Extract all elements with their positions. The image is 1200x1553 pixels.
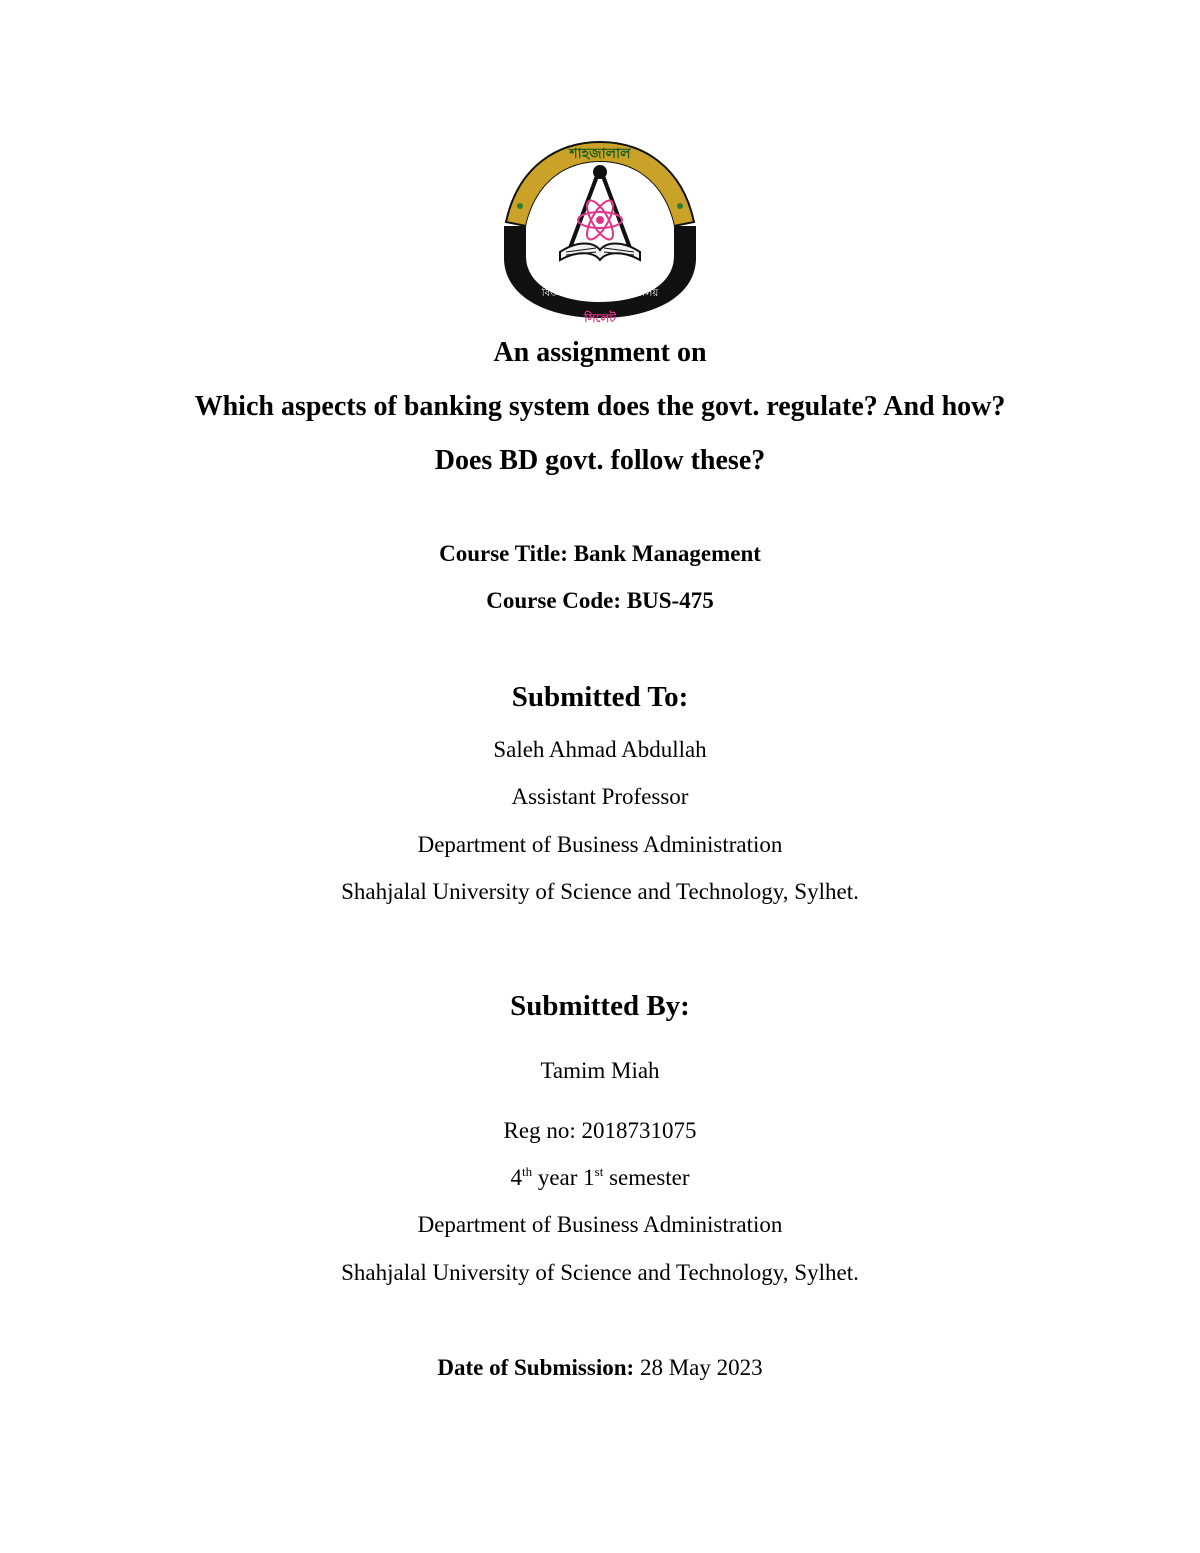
student-name: Tamim Miah — [540, 1058, 660, 1083]
course-code-label: Course Code: — [486, 588, 627, 613]
submission-date-label: Date of Submission: — [437, 1355, 635, 1380]
assignment-subtitle: Does BD govt. follow these? — [434, 445, 766, 476]
year-number: 4 — [510, 1165, 522, 1190]
supervisor-university: Shahjalal University of Science and Technology, Sylhet. — [341, 879, 859, 904]
course-code — [0, 588, 1200, 614]
logo-city-text: সিলেট — [584, 311, 616, 324]
supervisor-designation: Assistant Professor — [511, 784, 689, 809]
course-code-value: BUS-475 — [626, 588, 714, 613]
student-reg-no: Reg no: 2018731075 — [503, 1118, 697, 1143]
course-title — [0, 541, 1200, 567]
course-title-value: Bank Management — [573, 541, 761, 566]
logo-ring-text: বিজ্ঞান ও প্রযুক্তি বিশ্ববিদ্যালয় — [541, 288, 659, 299]
supervisor-name: Saleh Ahmad Abdullah — [493, 737, 707, 762]
supervisor-department: Department of Business Administration — [417, 832, 783, 857]
submitted-by-heading: Submitted By: — [510, 990, 690, 1022]
submitted-to-heading: Submitted To: — [511, 681, 689, 713]
assignment-title: Which aspects of banking system does the govt. regulate? And how? — [194, 391, 1006, 422]
semester-text: semester — [603, 1165, 690, 1190]
year-text: year — [532, 1165, 584, 1190]
student-year-semester — [0, 1165, 1200, 1191]
student-university: Shahjalal University of Science and Technology, Sylhet. — [341, 1260, 859, 1285]
submission-date-value: 28 May 2023 — [634, 1355, 763, 1380]
university-logo — [498, 136, 702, 324]
student-department: Department of Business Administration — [417, 1212, 783, 1237]
logo-arch-text: শাহজালাল — [569, 146, 631, 162]
semester-number: 1 — [583, 1165, 595, 1190]
submission-date — [0, 1355, 1200, 1381]
semester-suffix: st — [594, 1164, 604, 1179]
year-suffix: th — [521, 1164, 533, 1179]
course-title-label: Course Title: — [439, 541, 574, 566]
assignment-intro: An assignment on — [493, 337, 707, 368]
